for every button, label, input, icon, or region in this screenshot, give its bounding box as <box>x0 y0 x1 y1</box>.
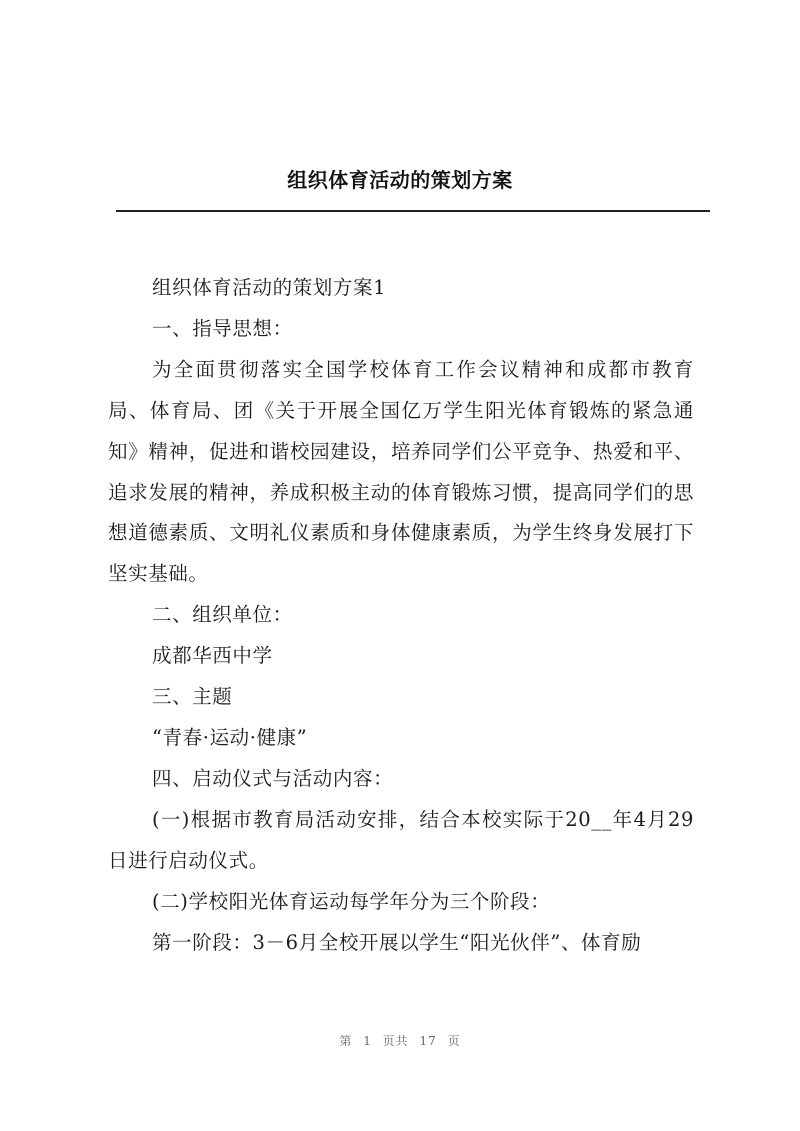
section-heading-theme: 三、主题 <box>152 685 233 709</box>
launch-item-2: (二)学校阳光体育运动每学年分为三个阶段： <box>152 889 551 913</box>
guiding-ideology-paragraph: 为全面贯彻落实全国学校体育工作会议精神和成都市教育局、体育局、团《关于开展全国亿万学生阳光体育锻炼的紧急通知》精神，促进和谐校园建设，培养同学们公平竞争、热爱和平、追求发展的精神，养成积极主动的体育锻炼习惯，提高同学们的思想道德素质、文明礼仪素质和身体健康素质，为学生终身发展打下坚实基础。 <box>108 357 694 586</box>
section-heading-guiding-ideology: 一、指导思想： <box>152 316 293 340</box>
stage-one-text: 第一阶段：3－6月全校开展以学生“阳光伙伴”、体育励 <box>152 930 642 954</box>
organizer-name: 成都华西中学 <box>152 644 273 668</box>
section-heading-organizer: 二、组织单位： <box>152 603 293 627</box>
document-title: 组织体育活动的策划方案 <box>287 168 513 192</box>
document-body <box>108 268 694 963</box>
launch-item-1: (一)根据市教育局活动安排，结合本校实际于20__年4月29日进行启动仪式。 <box>108 807 694 872</box>
theme-text: “青春·运动·健康” <box>152 725 308 749</box>
section-heading-launch-ceremony: 四、启动仪式与活动内容： <box>152 766 394 790</box>
plan-heading: 组织体育活动的策划方案1 <box>152 276 387 299</box>
title-underline <box>116 210 710 212</box>
page-number-footer: 第 1 页共 17 页 <box>339 1034 461 1048</box>
